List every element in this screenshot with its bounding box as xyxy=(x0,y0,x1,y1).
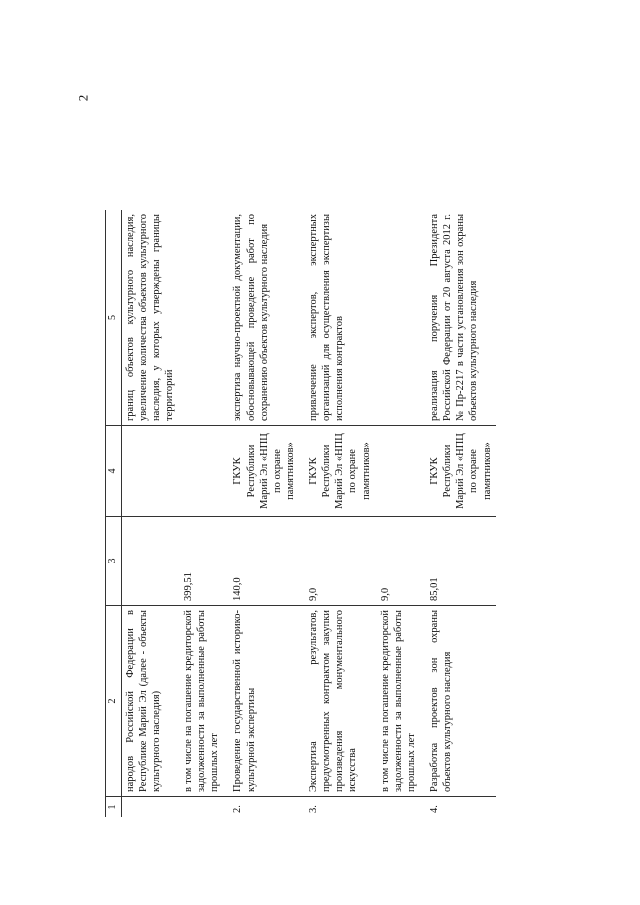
header-col-5: 5 xyxy=(106,210,122,426)
header-col-2: 2 xyxy=(106,606,122,797)
header-col-1: 1 xyxy=(106,797,122,818)
row-executor xyxy=(121,426,178,517)
table-row xyxy=(426,210,496,817)
row-executor: ГКУК Республики Марий Эл «НПЦ по охране памятников» xyxy=(305,426,375,517)
row-number xyxy=(375,797,420,818)
page-number: 2 xyxy=(75,94,91,102)
row-amount: 399,51 xyxy=(178,517,223,606)
row-number: 2. xyxy=(229,797,299,818)
row-amount xyxy=(121,517,178,606)
row-result: привлечение экспертов, экспертных организаций для осуществления экспертизы исполнения контрактов xyxy=(308,214,346,421)
row-result xyxy=(178,210,223,426)
row-description: народов Российской Федерации в Республике Марий Эл (далее - объекты культурного наследия) xyxy=(121,606,178,797)
header-col-4: 4 xyxy=(106,426,122,517)
row-description: Экспертиза результатов, предусмотренных контрактом закупки произведения монументального искусства xyxy=(305,606,375,797)
row-executor xyxy=(178,426,223,517)
row-result: реализация поручения Президента Российской Федерации от 20 августа 2012 г. № Пр-2217 в части установления зон охраны объектов культурного наследия xyxy=(429,214,480,421)
row-description: в том числе на погашение кредиторской задолженности за выполненные работы прошлых лет xyxy=(178,606,223,797)
row-result xyxy=(375,210,420,426)
row-result: экспертиза научно-проектной документации, обосновывающей проведение работ по сохранению объектов культурного наследия xyxy=(232,214,270,421)
table-row xyxy=(305,210,375,817)
table-row xyxy=(375,210,420,817)
row-executor xyxy=(375,426,420,517)
row-amount: 9,0 xyxy=(305,517,375,606)
table-row xyxy=(121,210,178,817)
row-amount: 9,0 xyxy=(375,517,420,606)
row-result: границ объектов культурного наследия, увеличение количества объектов культурного наследия, у которых утверждены границы территорий xyxy=(124,214,175,421)
row-number xyxy=(178,797,223,818)
row-number: 4. xyxy=(426,797,496,818)
row-executor: ГКУК Республики Марий Эл «НПЦ по охране памятников» xyxy=(229,426,299,517)
row-executor: ГКУК Республики Марий Эл «НПЦ по охране памятников» xyxy=(426,426,496,517)
table-header-row xyxy=(106,210,122,817)
table-row xyxy=(178,210,223,817)
header-col-3: 3 xyxy=(106,517,122,606)
row-number: 3. xyxy=(305,797,375,818)
row-description: Проведение государственной историко-культурной экспертизы xyxy=(229,606,299,797)
row-number xyxy=(121,797,178,818)
row-description: Разработка проектов зон охраны объектов культурного наследия xyxy=(426,606,496,797)
table-row xyxy=(229,210,299,817)
row-amount: 140,0 xyxy=(229,517,299,606)
row-description: в том числе на погашение кредиторской задолженности за выполненные работы прошлых лет xyxy=(375,606,420,797)
program-table xyxy=(105,210,496,817)
row-amount: 85,01 xyxy=(426,517,496,606)
